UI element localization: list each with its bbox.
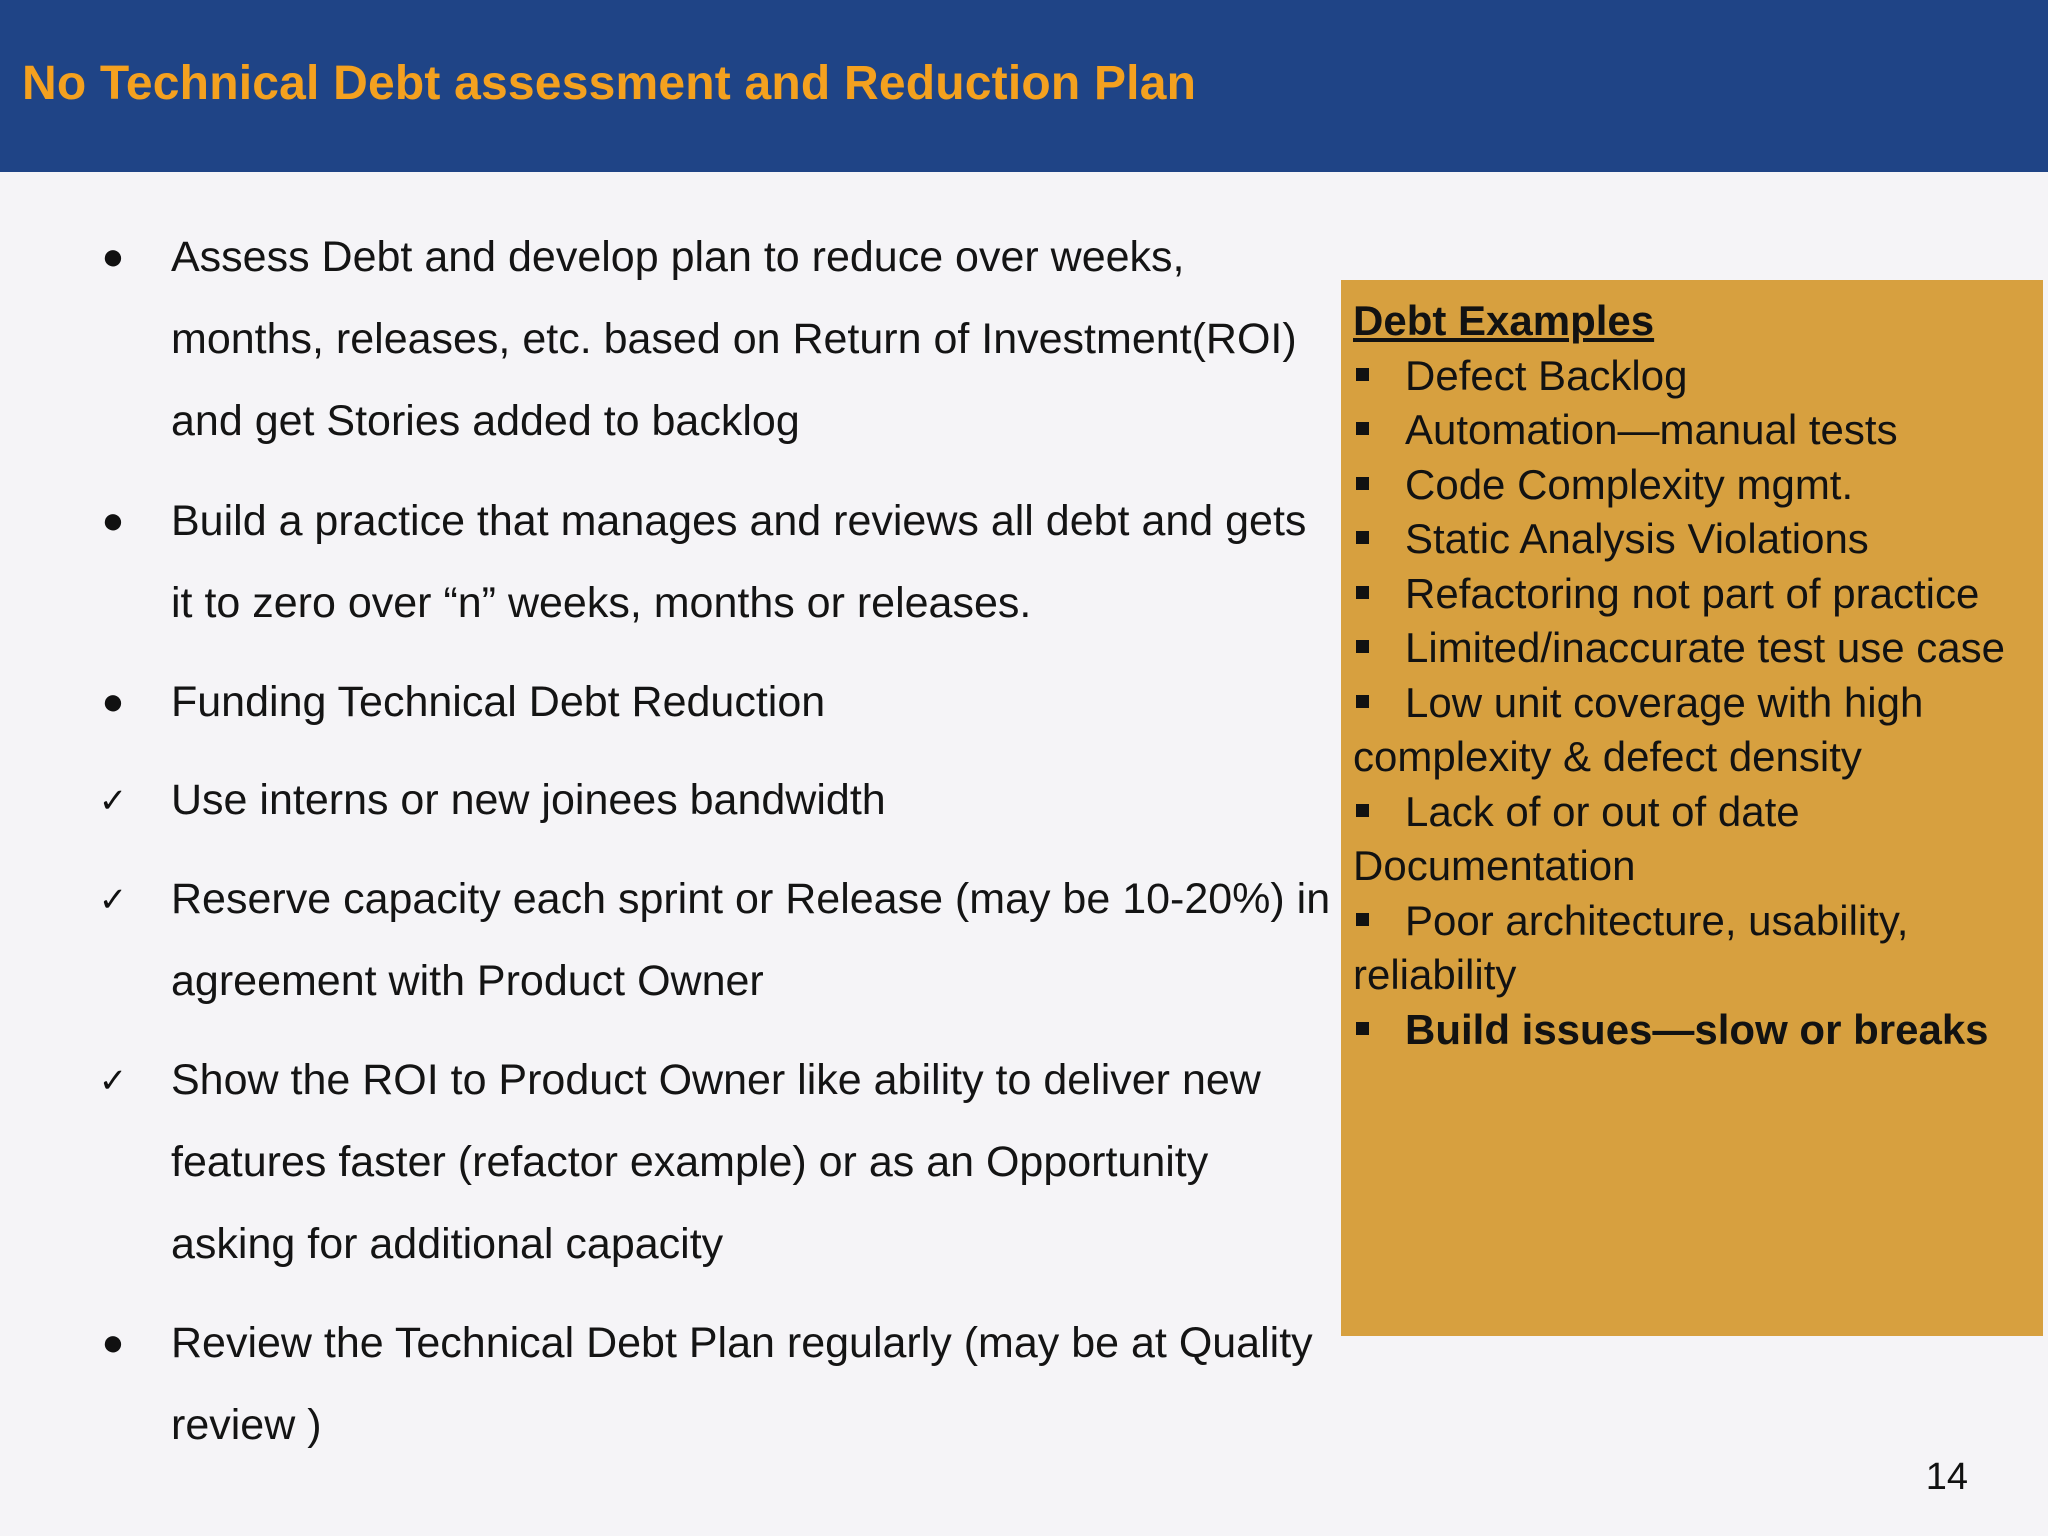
- square-bullet-icon: [1356, 640, 1369, 653]
- list-item-text: Reserve capacity each sprint or Release (may be 10-20%) in agreement with Product Owner: [171, 875, 1331, 1005]
- list-item-text: Show the ROI to Product Owner like ability to deliver new features faster (refactor example) or as an Opportunity asking for additional capacity: [171, 1056, 1261, 1268]
- debt-examples-box: [1341, 280, 2043, 1336]
- list-item-text: Build a practice that manages and reviews all debt and gets it to zero over “n” weeks, months or releases.: [171, 497, 1307, 627]
- list-item-text: Use interns or new joinees bandwidth: [171, 776, 886, 824]
- square-bullet-icon: [1356, 531, 1369, 544]
- debt-example-item: Lack of or out of date Documentation: [1353, 787, 1800, 889]
- square-bullet-icon: [1356, 477, 1369, 490]
- debt-example-item: Build issues—slow or breaks: [1353, 1003, 2041, 1058]
- square-bullet-icon: [1356, 1022, 1369, 1035]
- slide-title: No Technical Debt assessment and Reduction Plan: [22, 57, 1197, 110]
- debt-example-item: Code Complexity mgmt.: [1353, 458, 2041, 513]
- square-bullet-icon: [1356, 422, 1369, 435]
- debt-example-item: Limited/inaccurate test use case: [1353, 621, 2041, 676]
- square-bullet-icon: [1356, 368, 1369, 381]
- checkmark-icon: ✓: [98, 782, 128, 820]
- debt-example-item: Refactoring not part of practice: [1353, 567, 2041, 622]
- debt-example-item: Defect Backlog: [1353, 349, 2041, 404]
- debt-example-item: Low unit coverage with high complexity & defect density: [1353, 678, 1924, 780]
- debt-examples-heading: Debt Examples: [1353, 297, 1655, 344]
- square-bullet-icon: [1356, 804, 1369, 817]
- debt-example-item: Automation—manual tests: [1353, 403, 2041, 458]
- square-bullet-icon: [1356, 913, 1369, 926]
- bullet-icon: ●: [101, 500, 125, 542]
- debt-examples-list: [1353, 294, 2041, 1057]
- debt-example-item: Static Analysis Violations: [1353, 512, 2041, 567]
- checkmark-icon: ✓: [98, 1062, 128, 1100]
- bullet-icon: ●: [101, 1322, 125, 1364]
- list-item-text: Funding Technical Debt Reduction: [171, 678, 826, 726]
- bullet-icon: ●: [101, 681, 125, 723]
- bullet-icon: ●: [101, 236, 125, 278]
- checkmark-icon: ✓: [98, 881, 128, 919]
- square-bullet-icon: [1356, 586, 1369, 599]
- page-number: 14: [1925, 1456, 1968, 1498]
- square-bullet-icon: [1356, 695, 1369, 708]
- debt-example-item: Poor architecture, usability, reliability: [1353, 896, 1909, 998]
- list-item-text: Assess Debt and develop plan to reduce over weeks, months, releases, etc. based on Return of Investment(ROI) and get Stories added to backlog: [171, 233, 1297, 445]
- list-item-text: Review the Technical Debt Plan regularly (may be at Quality review ): [171, 1319, 1313, 1449]
